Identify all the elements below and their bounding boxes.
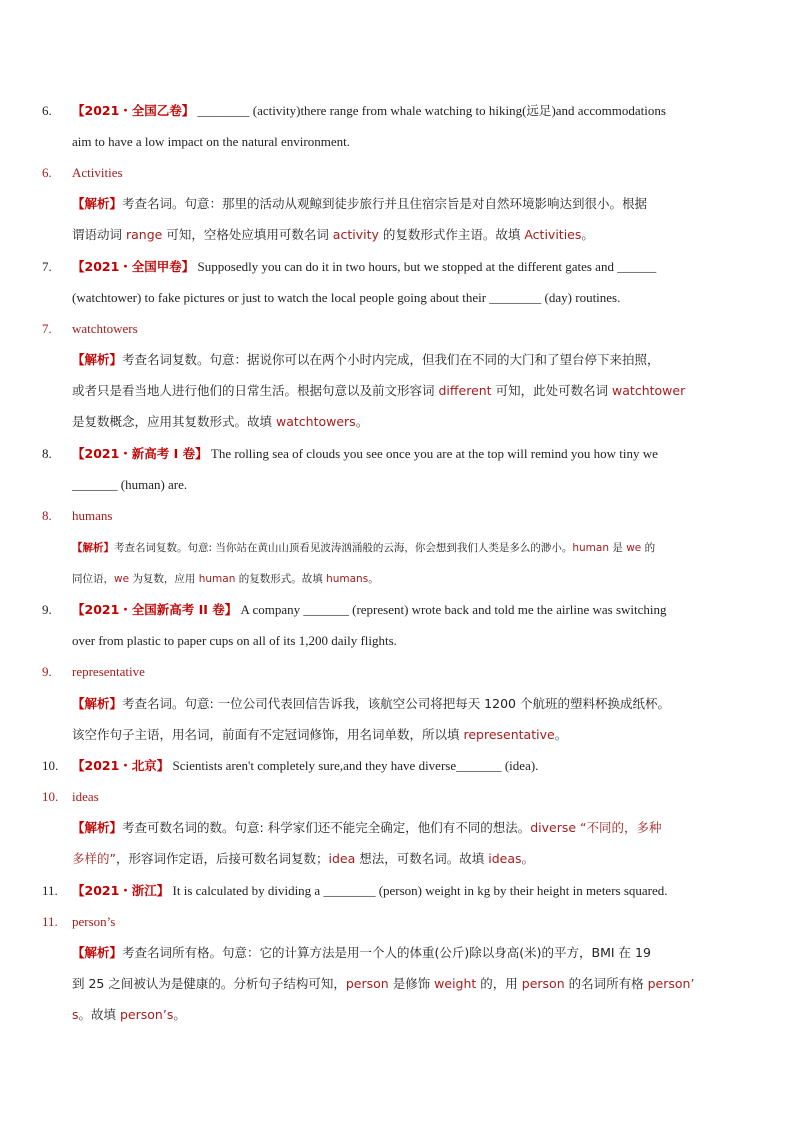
- question-number: 6.: [42, 103, 52, 118]
- answer-text: humans: [72, 508, 113, 523]
- source-tag: 【2021・北京】: [72, 758, 170, 773]
- answer-text: watchtowers: [72, 321, 138, 336]
- source-tag: 【2021・全国乙卷】: [72, 103, 195, 118]
- source-tag: 【2021・全国新高考 II 卷】: [72, 602, 238, 617]
- answer-text: representative: [72, 664, 145, 679]
- question-text: It is calculated by dividing a ________ (person) weight in kg by their height in meters squared.: [172, 883, 668, 898]
- answer-text: ideas: [72, 789, 99, 804]
- explanation-label: 【解析】: [72, 542, 114, 554]
- explanation-label: 【解析】: [72, 352, 123, 367]
- question-text: The rolling sea of clouds you see once you are at the top will remind you how tiny we: [210, 446, 658, 461]
- explanation-label: 【解析】: [72, 945, 123, 960]
- question-text: _______ (human) are.: [72, 477, 188, 492]
- question-text: Supposedly you can do it in two hours, but we stopped at the different gates and ______: [197, 259, 657, 274]
- question-text: aim to have a low impact on the natural environment.: [72, 134, 350, 149]
- answer-text: person’s: [72, 914, 116, 929]
- source-tag: 【2021・新高考 I 卷】: [72, 446, 208, 461]
- question-number: 8.: [42, 446, 52, 461]
- question-number: 10.: [42, 758, 59, 773]
- question-number: 7.: [42, 259, 52, 274]
- question-number: 11.: [42, 883, 58, 898]
- answer-text: Activities: [72, 165, 123, 180]
- question-text: A company _______ (represent) wrote back and told me the airline was switching: [240, 602, 667, 617]
- question-text: over from plastic to paper cups on all of its 1,200 daily flights.: [72, 633, 397, 648]
- source-tag: 【2021・浙江】: [72, 883, 170, 898]
- explanation-label: 【解析】: [72, 196, 123, 211]
- question-text: (watchtower) to fake pictures or just to watch the local people going about their ________ (day) routines.: [72, 290, 621, 305]
- question-text: ________ (activity)there range from whale watching to hiking(: [197, 103, 527, 118]
- source-tag: 【2021・全国甲卷】: [72, 259, 195, 274]
- explanation-label: 【解析】: [72, 696, 123, 711]
- question-number: 9.: [42, 602, 52, 617]
- question-text: Scientists aren't completely sure,and they have diverse_______ (idea).: [172, 758, 539, 773]
- explanation-label: 【解析】: [72, 820, 123, 835]
